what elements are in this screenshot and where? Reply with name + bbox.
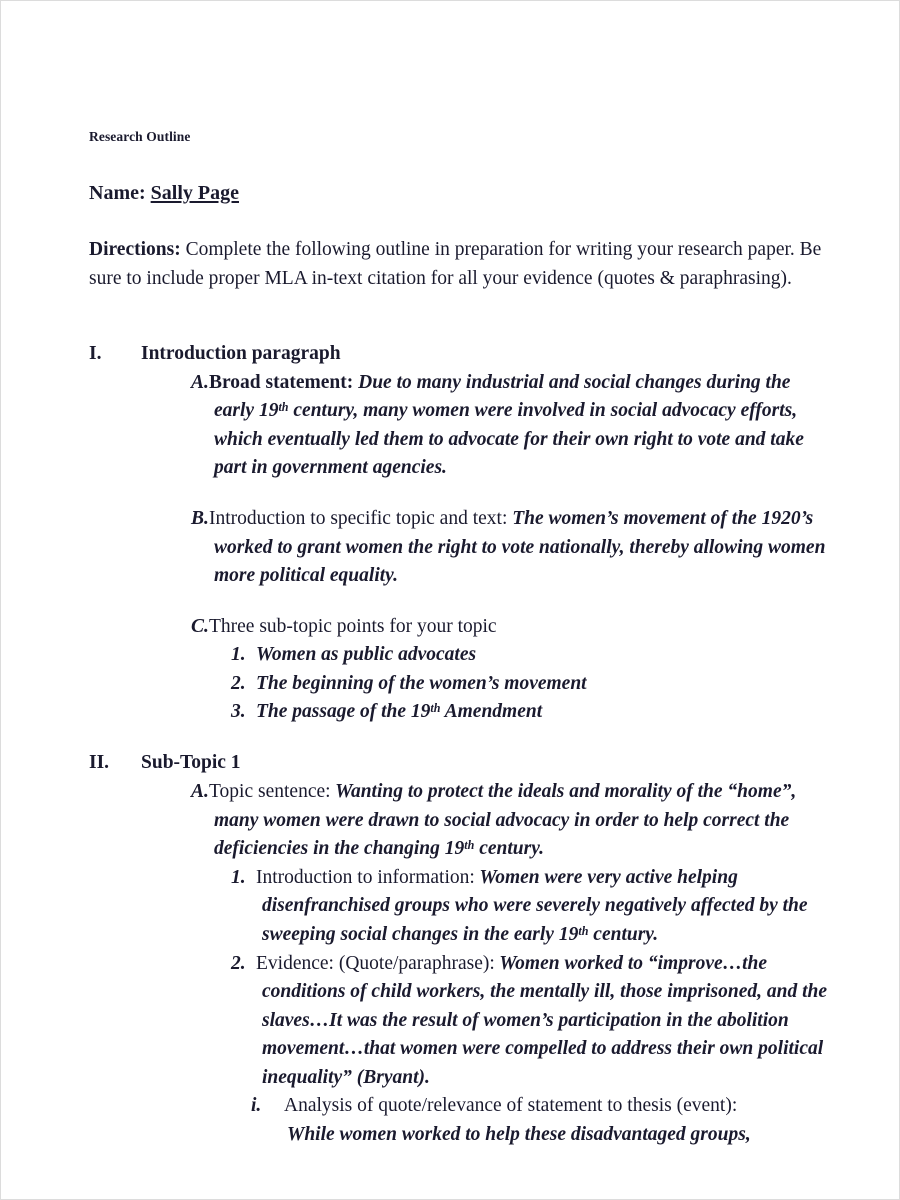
- item-1b-marker: B.: [191, 508, 209, 530]
- directions-text: Complete the following outline in preparation for writing your research paper. Be sure to include proper MLA in-text citation for all your evidence (quotes & paraphrasing).: [89, 239, 822, 289]
- outline-item-2a: [89, 778, 829, 864]
- section-2-marker: II.: [89, 751, 110, 773]
- item-2a-text-after: century.: [474, 838, 545, 860]
- page-title: Research Outline: [89, 129, 191, 144]
- item-2a1-label: Introduction to information:: [256, 866, 475, 888]
- section-1-title: Introduction paragraph: [141, 342, 341, 364]
- outline-section-1: [89, 340, 829, 727]
- item-2a1-marker: 1.: [231, 866, 246, 888]
- outline-item-2a2: [89, 950, 829, 1093]
- item-2a-text-before: Wanting to protect the ideals and morality of the “home”, many women were drawn to social advocacy in order to help correct the deficiencies in the changing 19: [214, 781, 797, 860]
- section-2-title: Sub-Topic 1: [141, 751, 241, 773]
- item-1a-label: Broad statement:: [209, 371, 354, 393]
- outline-item-2a2i: [89, 1092, 829, 1149]
- item-2a-marker: A.: [191, 781, 209, 803]
- outline-item-1c3: [89, 698, 829, 727]
- item-2a-label: Topic sentence:: [209, 781, 331, 803]
- item-1b-label: Introduction to specific topic and text:: [209, 508, 508, 530]
- item-2a2i-label: Analysis of quote/relevance of statement to thesis (event):: [284, 1095, 738, 1117]
- item-2a1-superscript: th: [578, 923, 589, 938]
- item-1c3-text-after: Amendment: [440, 701, 543, 723]
- item-1a-text-after: century, many women were involved in social advocacy efforts, which eventually led them to advocate for their own right to vote and take part in government agencies.: [214, 400, 804, 479]
- item-1c1-text: Women as public advocates: [256, 644, 477, 666]
- outline-section-2: [89, 749, 829, 1150]
- item-1a-marker: A.: [191, 371, 209, 393]
- item-1c2-text: The beginning of the women’s movement: [256, 672, 587, 694]
- item-1c3-text-before: The passage of the 19: [256, 701, 431, 723]
- item-2a-superscript: th: [464, 838, 475, 853]
- name-line: [89, 181, 829, 206]
- item-2a1-text-before: Women were very active helping disenfranchised groups who were severely negatively affected by the sweeping social changes in the early 19: [262, 866, 808, 946]
- name-value: Sally Page: [150, 182, 239, 205]
- item-2a2-text: Women worked to “improve…the conditions of child workers, the mentally ill, those imprisoned, and the slaves…It was the result of women’s participation in the abolition movement…that women were compelled to address their own political inequality” (Bryant).: [262, 952, 828, 1088]
- item-1c3-marker: 3.: [231, 701, 246, 723]
- section-2-heading: [89, 749, 829, 777]
- item-2a2i-marker: i.: [251, 1095, 262, 1117]
- item-2a2-marker: 2.: [231, 952, 246, 974]
- outline-item-1b: [89, 505, 829, 591]
- item-2a2i-text: While women worked to help these disadvantaged groups,: [287, 1123, 751, 1145]
- item-2a2-label: Evidence: (Quote/paraphrase):: [256, 952, 495, 974]
- item-1c3-superscript: th: [430, 701, 441, 716]
- section-1-marker: I.: [89, 342, 102, 364]
- item-1a-text-before: Due to many industrial and social changes during the early 19: [214, 371, 791, 422]
- item-1c-label: Three sub-topic points for your topic: [209, 615, 497, 637]
- item-1c-marker: C.: [191, 615, 209, 637]
- directions-paragraph: [89, 236, 829, 293]
- item-1a-superscript: th: [278, 400, 289, 415]
- outline-item-1c: [89, 613, 829, 642]
- item-2a1-text-after: century.: [588, 924, 659, 946]
- section-1-heading: [89, 340, 829, 368]
- directions-label: Directions:: [89, 239, 181, 261]
- item-1c1-marker: 1.: [231, 644, 246, 666]
- outline-item-1c2: [89, 670, 829, 699]
- item-1b-text: The women’s movement of the 1920’s worked to grant women the right to vote nationally, thereby allowing women more political equality.: [214, 508, 826, 587]
- item-1c2-marker: 2.: [231, 672, 246, 694]
- document-content: [89, 129, 829, 1154]
- outline-item-2a1: [89, 864, 829, 950]
- name-label: Name:: [89, 182, 146, 205]
- outline-item-1c1: [89, 641, 829, 670]
- outline-item-1a: [89, 369, 829, 483]
